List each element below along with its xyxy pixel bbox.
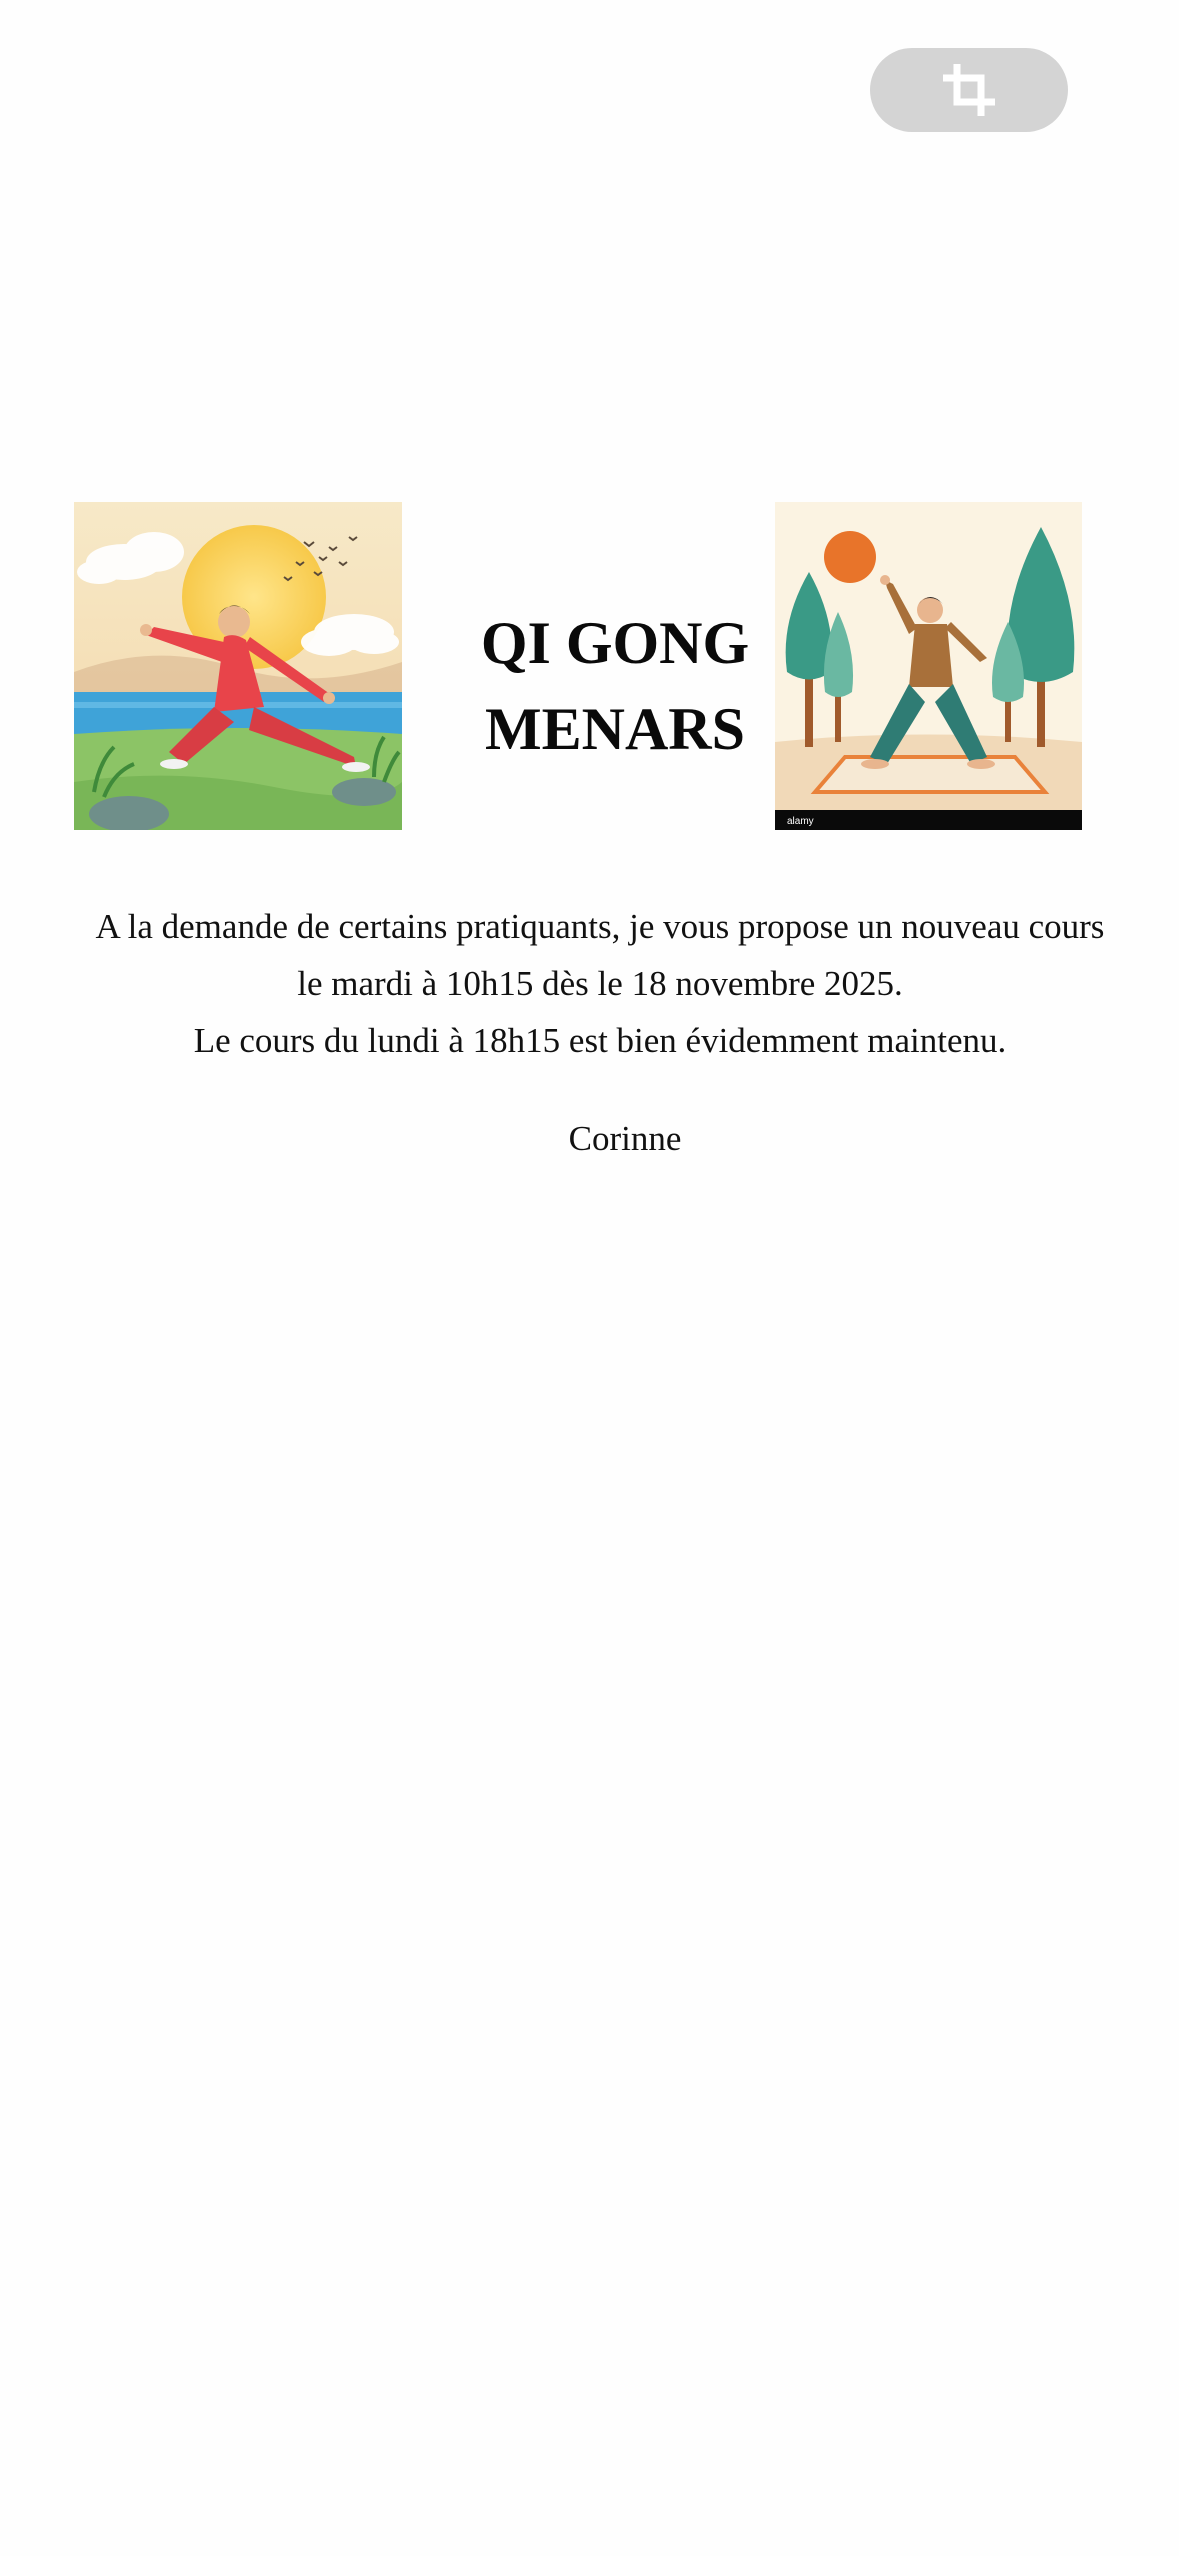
title-line-1: QI GONG (480, 610, 750, 676)
message-line-2: le mardi à 10h15 dès le 18 novembre 2025. (297, 964, 903, 1003)
signature: Corinne (568, 1119, 682, 1158)
watermark-text: alamy (787, 816, 814, 827)
poster-title (440, 600, 790, 772)
announcement-text (60, 898, 1140, 1069)
message-line-3: Le cours du lundi à 18h15 est bien évidemment maintenu. (193, 1021, 1007, 1060)
title-line-2: MENARS (484, 696, 745, 762)
qi-gong-woman-illustration (775, 502, 1082, 830)
message-line-1: A la demande de certains pratiquants, je vous propose un nouveau cours (95, 907, 1105, 946)
tai-chi-man-illustration (74, 502, 402, 830)
